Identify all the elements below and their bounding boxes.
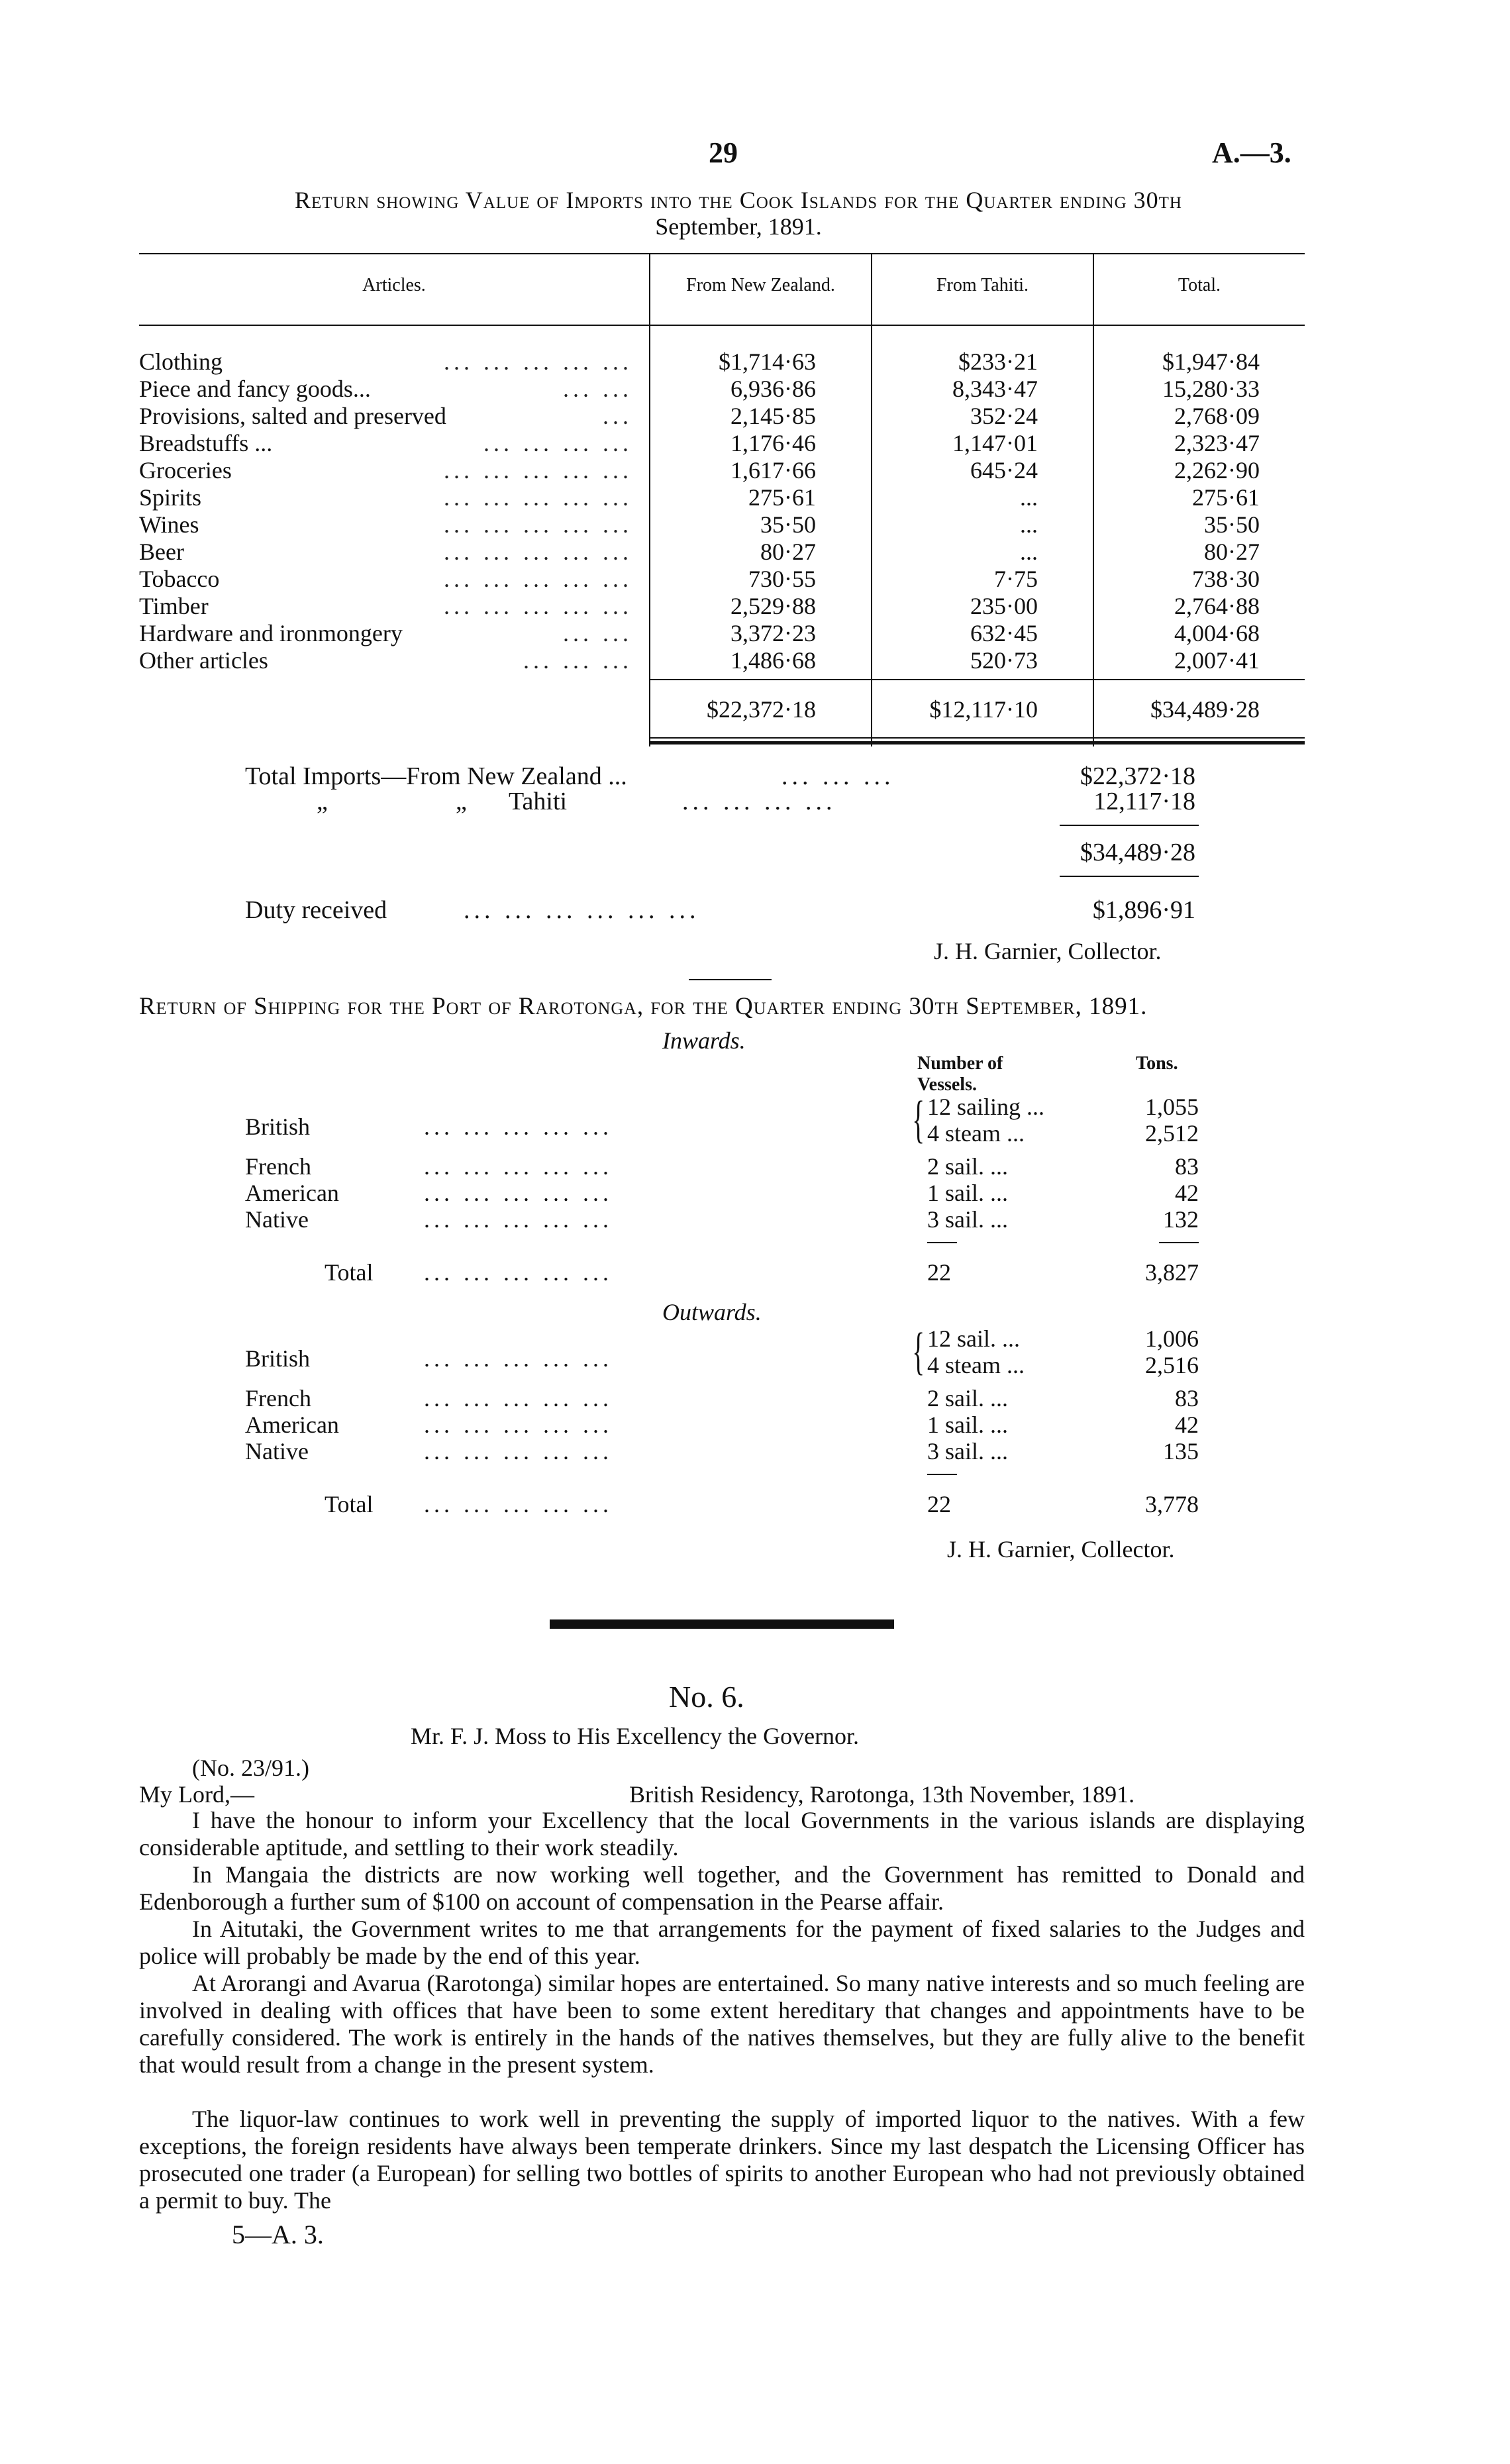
heavy-rule — [550, 1619, 894, 1629]
leader-dots: ... ... ... — [781, 762, 895, 790]
value-total: 15,280·33 — [1162, 376, 1260, 402]
value-total: 2,764·88 — [1174, 593, 1260, 619]
table-row — [139, 429, 1305, 456]
article-name: Breadstuffs ... — [139, 430, 273, 456]
value-total: 2,262·90 — [1174, 457, 1260, 484]
ditto-mark: „ — [456, 788, 467, 815]
inwards-tons: 132 — [1163, 1206, 1199, 1233]
leader-dots: ... ... ... ... ... ... — [464, 896, 700, 924]
summary-line1-value: $22,372·18 — [1080, 762, 1195, 790]
value-total: 35·50 — [1204, 511, 1260, 538]
value-tahiti: 352·24 — [970, 403, 1038, 429]
leader-dots: ... ... ... ... ... — [444, 511, 632, 538]
outwards-british-tons-1: 1,006 — [1145, 1325, 1199, 1352]
article-name: Clothing — [139, 348, 223, 375]
inwards-vessels: 1 sail. ... — [927, 1180, 1008, 1206]
inwards-total-rule — [927, 1242, 957, 1243]
inwards-british-tons-2: 2,512 — [1145, 1120, 1199, 1147]
value-nz: 80·27 — [760, 539, 816, 565]
value-nz: 275·61 — [748, 484, 816, 511]
header-from-tahiti: From Tahiti. — [936, 275, 1029, 295]
imports-title-line1: Return showing Value of Imports into the Cook Islands for the Quarter ending 30th — [295, 187, 1182, 213]
letter-paragraph: The liquor-law continues to work well in preventing the supply of imported liquor to the natives. With a few exceptions, the foreign residents have always been temperate drinkers. Since my last despatch the Licensing Officer has prosecuted one trader (a European) for selling two bottles of spirits to another European who had not previously obtained a permit to buy. The — [139, 2106, 1305, 2214]
value-tahiti: 7·75 — [994, 566, 1038, 592]
inwards-tons: 42 — [1175, 1180, 1199, 1206]
article-name: Provisions, salted and preserved — [139, 403, 446, 429]
outwards-vessels: 3 sail. ... — [927, 1438, 1008, 1464]
value-nz: 6,936·86 — [730, 376, 816, 402]
value-total: 2,768·09 — [1174, 403, 1260, 429]
inwards-vessels: 2 sail. ... — [927, 1153, 1008, 1180]
outwards-vessels: 1 sail. ... — [927, 1412, 1008, 1438]
letter-paragraph: I have the honour to inform your Excellency that the local Governments in the various islands are displaying considerable aptitude, and settling to their work steadily. — [139, 1807, 1305, 1861]
table-totals-row — [139, 695, 1305, 723]
article-name: Piece and fancy goods... — [139, 376, 371, 402]
table-top-rule — [139, 253, 1305, 254]
col-vessels: Number of Vessels. — [917, 1053, 1003, 1095]
inwards-vessels: 3 sail. ... — [927, 1206, 1008, 1233]
leader-dots: ... ... ... ... ... — [424, 1180, 613, 1206]
imports-signature: J. H. Garnier, Collector. — [934, 938, 1162, 964]
value-tahiti: 520·73 — [970, 647, 1038, 674]
inwards-nation: Native — [245, 1206, 309, 1233]
leader-dots: ... ... ... ... ... — [424, 1385, 613, 1412]
table-row — [139, 456, 1305, 484]
leader-dots: ... ... ... ... ... — [444, 484, 632, 511]
brace: { — [912, 1322, 925, 1380]
table-row — [139, 538, 1305, 565]
value-nz: 1,486·68 — [730, 647, 816, 674]
letter-number: No. 6. — [669, 1680, 744, 1714]
duty-value: $1,896·91 — [1092, 896, 1195, 924]
page-footer: 5—A. 3. — [232, 2220, 324, 2249]
outwards-nation: American — [245, 1412, 339, 1438]
outwards-british-vessels-2: 4 steam ... — [927, 1352, 1025, 1378]
table-row — [139, 348, 1305, 375]
summary-line1-label: Total Imports—From New Zealand ... — [245, 762, 627, 790]
inwards-total-vessels: 22 — [927, 1259, 951, 1286]
header-from-nz: From New Zealand. — [686, 275, 835, 295]
table-row — [139, 511, 1305, 538]
leader-dots: ... ... ... ... ... — [424, 1206, 613, 1233]
summary-sum-value: $34,489·28 — [1080, 839, 1195, 866]
value-total: 2,323·47 — [1174, 430, 1260, 456]
letter-place-date: British Residency, Rarotonga, 13th November, 1891. — [629, 1781, 1135, 1808]
value-tahiti: 1,147·01 — [952, 430, 1038, 456]
inwards-total-rule-tons — [1159, 1242, 1199, 1243]
section-separator — [689, 979, 772, 980]
table-row — [139, 402, 1305, 429]
value-nz: 1,176·46 — [730, 430, 816, 456]
value-total: 4,004·68 — [1174, 620, 1260, 646]
leader-dots: ... ... ... ... ... — [424, 1153, 613, 1180]
value-tahiti: ... — [1020, 539, 1038, 565]
value-nz: 2,529·88 — [730, 593, 816, 619]
shipping-signature: J. H. Garnier, Collector. — [947, 1536, 1175, 1563]
leader-dots: ... ... ... ... ... — [444, 566, 632, 592]
outwards-british-tons-2: 2,516 — [1145, 1352, 1199, 1378]
leader-dots: ... ... ... ... ... — [424, 1259, 613, 1286]
brace: { — [912, 1090, 925, 1148]
outwards-label: Outwards. — [662, 1299, 762, 1325]
letter-ref: (No. 23/91.) — [192, 1755, 309, 1781]
summary-line2-label: Tahiti — [509, 788, 568, 815]
outwards-tons: 42 — [1175, 1412, 1199, 1438]
leader-dots: ... — [603, 403, 632, 429]
letter-heading: Mr. F. J. Moss to His Excellency the Governor. — [411, 1723, 860, 1749]
article-name: Tobacco — [139, 566, 220, 592]
outwards-vessels: 2 sail. ... — [927, 1385, 1008, 1412]
outwards-nation: French — [245, 1385, 311, 1412]
value-tahiti: 645·24 — [970, 457, 1038, 484]
value-tahiti: ... — [1020, 484, 1038, 511]
outwards-british-vessels-1: 12 sail. ... — [927, 1325, 1020, 1352]
summary-sum-rule — [1060, 825, 1199, 826]
value-total: 275·61 — [1192, 484, 1260, 511]
leader-dots: ... ... ... — [523, 647, 632, 674]
inwards-british-vessels-2: 4 steam ... — [927, 1120, 1025, 1147]
article-name: Timber — [139, 593, 209, 619]
totals-top-rule — [650, 679, 1305, 680]
letter-paragraph: In Mangaia the districts are now working well together, and the Government has remitted to Donald and Edenborough a further sum of $100 on account of compensation in the Pearse affair. — [139, 1861, 1305, 1915]
inwards-label: Inwards. — [662, 1027, 746, 1054]
col-tons: Tons. — [1136, 1053, 1178, 1074]
table-row — [139, 565, 1305, 592]
outwards-total-tons: 3,778 — [1145, 1491, 1199, 1517]
letter-paragraph: At Arorangi and Avarua (Rarotonga) similar hopes are entertained. So many native interests and so much feeling are involved in dealing with offices that have been to some extent hereditary that changes and appointments have to be carefully considered. The work is entirely in the hands of the natives themselves, but they are fully alive to the benefit that would result from a change in the present system. — [139, 1970, 1305, 2078]
total-grand: $34,489·28 — [1150, 696, 1260, 723]
table-header-rule — [139, 325, 1305, 326]
value-tahiti: $233·21 — [958, 348, 1038, 375]
header-articles: Articles. — [362, 275, 426, 295]
value-nz: $1,714·63 — [719, 348, 816, 375]
inwards-nation: American — [245, 1180, 339, 1206]
leader-dots: ... ... ... ... ... — [424, 1345, 613, 1372]
leader-dots: ... ... ... ... — [483, 430, 632, 456]
article-name: Beer — [139, 539, 184, 565]
inwards-total-tons: 3,827 — [1145, 1259, 1199, 1286]
inwards-british-label: British — [245, 1113, 311, 1140]
value-total: $1,947·84 — [1162, 348, 1260, 375]
leader-dots: ... ... ... ... ... — [424, 1113, 613, 1140]
inwards-british-vessels-1: 12 sailing ... — [927, 1094, 1044, 1120]
value-tahiti: 235·00 — [970, 593, 1038, 619]
value-tahiti: ... — [1020, 511, 1038, 538]
leader-dots: ... ... — [563, 620, 632, 646]
article-name: Wines — [139, 511, 199, 538]
duty-label: Duty received — [245, 896, 387, 924]
value-total: 2,007·41 — [1174, 647, 1260, 674]
leader-dots: ... ... ... ... ... — [424, 1438, 613, 1464]
imports-title-line2: September, 1891. — [655, 213, 822, 240]
value-total: 738·30 — [1192, 566, 1260, 592]
outwards-tons: 135 — [1163, 1438, 1199, 1464]
outwards-nation: Native — [245, 1438, 309, 1464]
value-nz: 1,617·66 — [730, 457, 816, 484]
summary-sum-rule-bottom — [1060, 876, 1199, 877]
table-row — [139, 646, 1305, 674]
page-number: 29 — [709, 136, 738, 169]
total-tahiti: $12,117·10 — [929, 696, 1038, 723]
value-total: 80·27 — [1204, 539, 1260, 565]
shipping-title: Return of Shipping for the Port of Rarotonga, for the Quarter ending 30th September, 1891. — [139, 993, 1148, 1020]
leader-dots: ... ... ... ... — [682, 788, 836, 815]
table-bottom-rule-heavy — [650, 741, 1305, 744]
outwards-british-label: British — [245, 1345, 311, 1372]
header-total: Total. — [1178, 275, 1221, 295]
table-row — [139, 484, 1305, 511]
value-nz: 2,145·85 — [730, 403, 816, 429]
table-row — [139, 375, 1305, 402]
outwards-total-label: Total — [325, 1491, 374, 1517]
inwards-tons: 83 — [1175, 1153, 1199, 1180]
leader-dots: ... ... ... ... ... — [444, 593, 632, 619]
imports-title — [172, 187, 1305, 240]
article-name: Hardware and ironmongery — [139, 620, 403, 646]
leader-dots: ... ... ... ... ... — [444, 348, 632, 375]
value-nz: 3,372·23 — [730, 620, 816, 646]
ditto-mark: „ — [317, 788, 328, 815]
letter-paragraph: In Aitutaki, the Government writes to me that arrangements for the payment of fixed salaries to the Judges and police will probably be made by the end of this year. — [139, 1916, 1305, 1969]
table-row — [139, 592, 1305, 619]
value-nz: 35·50 — [760, 511, 816, 538]
table-row — [139, 619, 1305, 646]
outwards-total-rule — [927, 1474, 957, 1475]
total-nz: $22,372·18 — [707, 696, 816, 723]
article-name: Groceries — [139, 457, 232, 484]
leader-dots: ... ... — [563, 376, 632, 402]
summary-line2-value: 12,117·18 — [1093, 788, 1195, 815]
inwards-british-tons-1: 1,055 — [1145, 1094, 1199, 1120]
leader-dots: ... ... ... ... ... — [444, 539, 632, 565]
value-tahiti: 632·45 — [970, 620, 1038, 646]
table-bottom-rule — [650, 737, 1305, 739]
leader-dots: ... ... ... ... ... — [444, 457, 632, 484]
document-reference: A.—3. — [1212, 136, 1291, 169]
value-nz: 730·55 — [748, 566, 816, 592]
letter-salutation: My Lord,— — [139, 1781, 254, 1808]
article-name: Other articles — [139, 647, 268, 674]
outwards-total-vessels: 22 — [927, 1491, 951, 1517]
value-tahiti: 8,343·47 — [952, 376, 1038, 402]
article-name: Spirits — [139, 484, 202, 511]
leader-dots: ... ... ... ... ... — [424, 1412, 613, 1438]
leader-dots: ... ... ... ... ... — [424, 1491, 613, 1517]
outwards-tons: 83 — [1175, 1385, 1199, 1412]
inwards-nation: French — [245, 1153, 311, 1180]
inwards-total-label: Total — [325, 1259, 374, 1286]
